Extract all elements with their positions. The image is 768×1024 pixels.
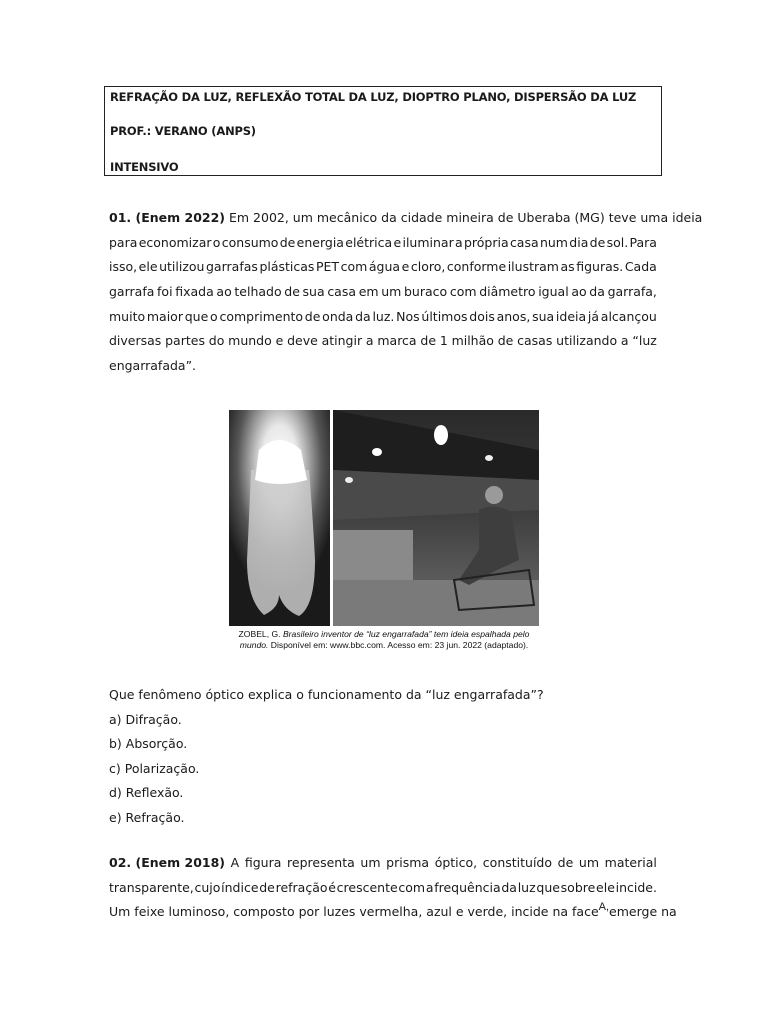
option-d: d) Reflexão. xyxy=(109,785,184,800)
bottle-shape xyxy=(247,470,315,616)
word: própria xyxy=(463,234,509,250)
text-run: Em 2002, um mecânico da cidade mineira de Uberaba (MG) teve uma ideia xyxy=(229,210,703,225)
word: de xyxy=(589,234,606,250)
question-1-prompt: Que fenômeno óptico explica o funcionamento da “luz engarrafada”? xyxy=(109,687,544,702)
word: de xyxy=(497,333,514,349)
question-label: 02. (Enem 2018) xyxy=(109,855,226,870)
word: economizar xyxy=(138,234,212,250)
word: ilustram xyxy=(507,259,559,275)
word: as xyxy=(560,259,575,275)
word: Cada xyxy=(624,259,657,275)
word: do xyxy=(208,333,225,349)
word: casa xyxy=(509,234,539,250)
room-wall xyxy=(333,530,413,580)
word: a xyxy=(365,333,374,349)
option-b: b) Absorção. xyxy=(109,736,188,751)
text-line xyxy=(109,284,657,309)
word: luz xyxy=(517,879,536,895)
word: ele xyxy=(138,259,158,275)
text-line xyxy=(109,855,657,880)
word: figura xyxy=(244,855,282,870)
word: com xyxy=(340,259,368,275)
word: frequência xyxy=(434,879,501,895)
word: da xyxy=(589,284,605,300)
word: constituído xyxy=(482,855,553,870)
text-run: emerge na xyxy=(609,904,677,920)
word: transparente, xyxy=(109,879,194,895)
word: com xyxy=(398,879,426,895)
question-label: 01. (Enem 2022) xyxy=(109,210,226,225)
photo-caption xyxy=(229,629,539,651)
word: ideia xyxy=(555,308,587,324)
word: partes xyxy=(165,333,205,349)
word: iluminar xyxy=(402,234,454,250)
word: já xyxy=(587,308,600,324)
text-line xyxy=(109,259,657,284)
word: foi xyxy=(157,284,173,300)
word: diâmetro xyxy=(479,284,536,300)
word: ao xyxy=(216,284,232,300)
word: igual xyxy=(538,284,569,300)
roof-light-4 xyxy=(345,477,353,483)
word: telhado xyxy=(234,284,282,300)
word: luz. xyxy=(372,308,395,324)
text-line xyxy=(109,235,657,260)
word: a xyxy=(425,879,434,895)
word: garrafas xyxy=(206,259,258,275)
question-1-options xyxy=(109,687,544,834)
word: A xyxy=(230,855,240,870)
word: alcançou xyxy=(600,308,657,324)
word: ao xyxy=(571,284,587,300)
word: de xyxy=(304,308,321,324)
word: incide. xyxy=(615,879,657,895)
word: conforme xyxy=(446,259,507,275)
word: um xyxy=(360,855,381,870)
word: prisma xyxy=(386,855,430,870)
word: onda xyxy=(322,308,354,324)
text-line xyxy=(109,333,657,358)
word: de xyxy=(420,333,437,349)
word: cujo xyxy=(194,879,221,895)
word: que xyxy=(536,879,560,895)
word: o xyxy=(210,308,218,324)
word: maior xyxy=(146,308,183,324)
word: cloro, xyxy=(410,259,446,275)
caption-author: ZOBEL, G. xyxy=(238,629,281,639)
word: garrafa, xyxy=(607,284,657,300)
word: últimos xyxy=(421,308,468,324)
word: sobre xyxy=(560,879,596,895)
word: e xyxy=(393,234,402,250)
word: comprimento xyxy=(219,308,304,324)
word: casa xyxy=(327,284,357,300)
word: sol. xyxy=(606,234,629,250)
question-2-text xyxy=(109,855,677,929)
word: um xyxy=(381,284,402,300)
word: da xyxy=(355,308,371,324)
word: com xyxy=(449,284,477,300)
word: energia xyxy=(296,234,344,250)
text-line xyxy=(109,358,657,383)
word: figuras. xyxy=(576,259,624,275)
roof-light-3 xyxy=(485,455,493,461)
text-run: Um feixe luminoso, composto por luzes vermelha, azul e verde, incide na face xyxy=(109,904,599,920)
word: da xyxy=(501,879,517,895)
word: diversas xyxy=(109,333,162,349)
word: e xyxy=(401,259,410,275)
word: a xyxy=(620,333,629,349)
word: sua xyxy=(302,284,325,300)
word: é xyxy=(328,879,336,895)
text-line xyxy=(109,309,657,334)
word: ele xyxy=(596,879,615,895)
word: milhão xyxy=(451,333,494,349)
word: de xyxy=(259,879,275,895)
text-line xyxy=(109,880,657,905)
word: material xyxy=(604,855,657,870)
word: dia xyxy=(569,234,589,250)
word: atingir xyxy=(321,333,363,349)
word: refração xyxy=(275,879,328,895)
course-label: INTENSIVO xyxy=(110,160,179,174)
word: garrafa xyxy=(109,284,155,300)
text-line xyxy=(109,210,703,235)
option-e: e) Refração. xyxy=(109,809,185,825)
header-box xyxy=(104,86,662,176)
document-title: REFRAÇÃO DA LUZ, REFLEXÃO TOTAL DA LUZ, DIOPTRO PLANO, DISPERSÃO DA LUZ xyxy=(110,90,637,104)
word: elétrica xyxy=(345,234,393,250)
word: marca xyxy=(377,333,417,349)
word: utilizou xyxy=(159,259,205,275)
word: óptico, xyxy=(434,855,478,870)
word: de xyxy=(279,234,296,250)
word: isso, xyxy=(109,259,138,275)
option-c: c) Polarização. xyxy=(109,760,200,776)
bottle-light-photo xyxy=(229,410,539,626)
word: Para xyxy=(629,234,657,250)
word: fixada xyxy=(175,284,214,300)
word: num xyxy=(539,234,568,250)
word: crescente xyxy=(336,879,398,895)
word: buraco xyxy=(403,284,448,300)
word: PET xyxy=(315,259,340,275)
word: em xyxy=(358,284,379,300)
word: deve xyxy=(287,333,318,349)
face-a-label: A, xyxy=(598,901,610,914)
word: Nos xyxy=(396,308,420,324)
word: água xyxy=(368,259,401,275)
word: plásticas xyxy=(259,259,315,275)
person-head xyxy=(485,486,503,504)
word: utilizando xyxy=(556,333,618,349)
word: anos, xyxy=(496,308,531,324)
word: e xyxy=(275,333,284,349)
word: “luz xyxy=(632,333,657,349)
word: de xyxy=(284,284,300,300)
question-1-text xyxy=(109,210,703,383)
professor-label: PROF.: VERANO (ANPS) xyxy=(110,124,256,138)
caption-title: Brasileiro inventor de “luz engarrafada” tem ideia espalhada pelo mundo. xyxy=(239,629,530,650)
word: para xyxy=(109,234,138,250)
roof-light-2 xyxy=(372,448,382,456)
word: muito xyxy=(109,308,146,324)
word: dois xyxy=(469,308,495,324)
text-line xyxy=(109,901,677,929)
caption-source: Disponível em: www.bbc.com. Acesso em: 23 jun. 2022 (adaptado). xyxy=(270,640,529,650)
word: consumo xyxy=(221,234,279,250)
word: que xyxy=(184,308,209,324)
word: índice xyxy=(221,879,259,895)
word: representa xyxy=(287,855,355,870)
text-run: engarrafada”. xyxy=(109,358,197,374)
roof-light-1 xyxy=(434,425,448,445)
word: 1 xyxy=(439,333,448,349)
word: sua xyxy=(532,308,555,324)
word: o xyxy=(212,234,221,250)
word: mundo xyxy=(228,333,272,349)
word: casas xyxy=(517,333,553,349)
word: um xyxy=(578,855,600,870)
word: a xyxy=(455,234,463,250)
word: de xyxy=(557,855,574,870)
option-a: a) Difração. xyxy=(109,711,182,727)
